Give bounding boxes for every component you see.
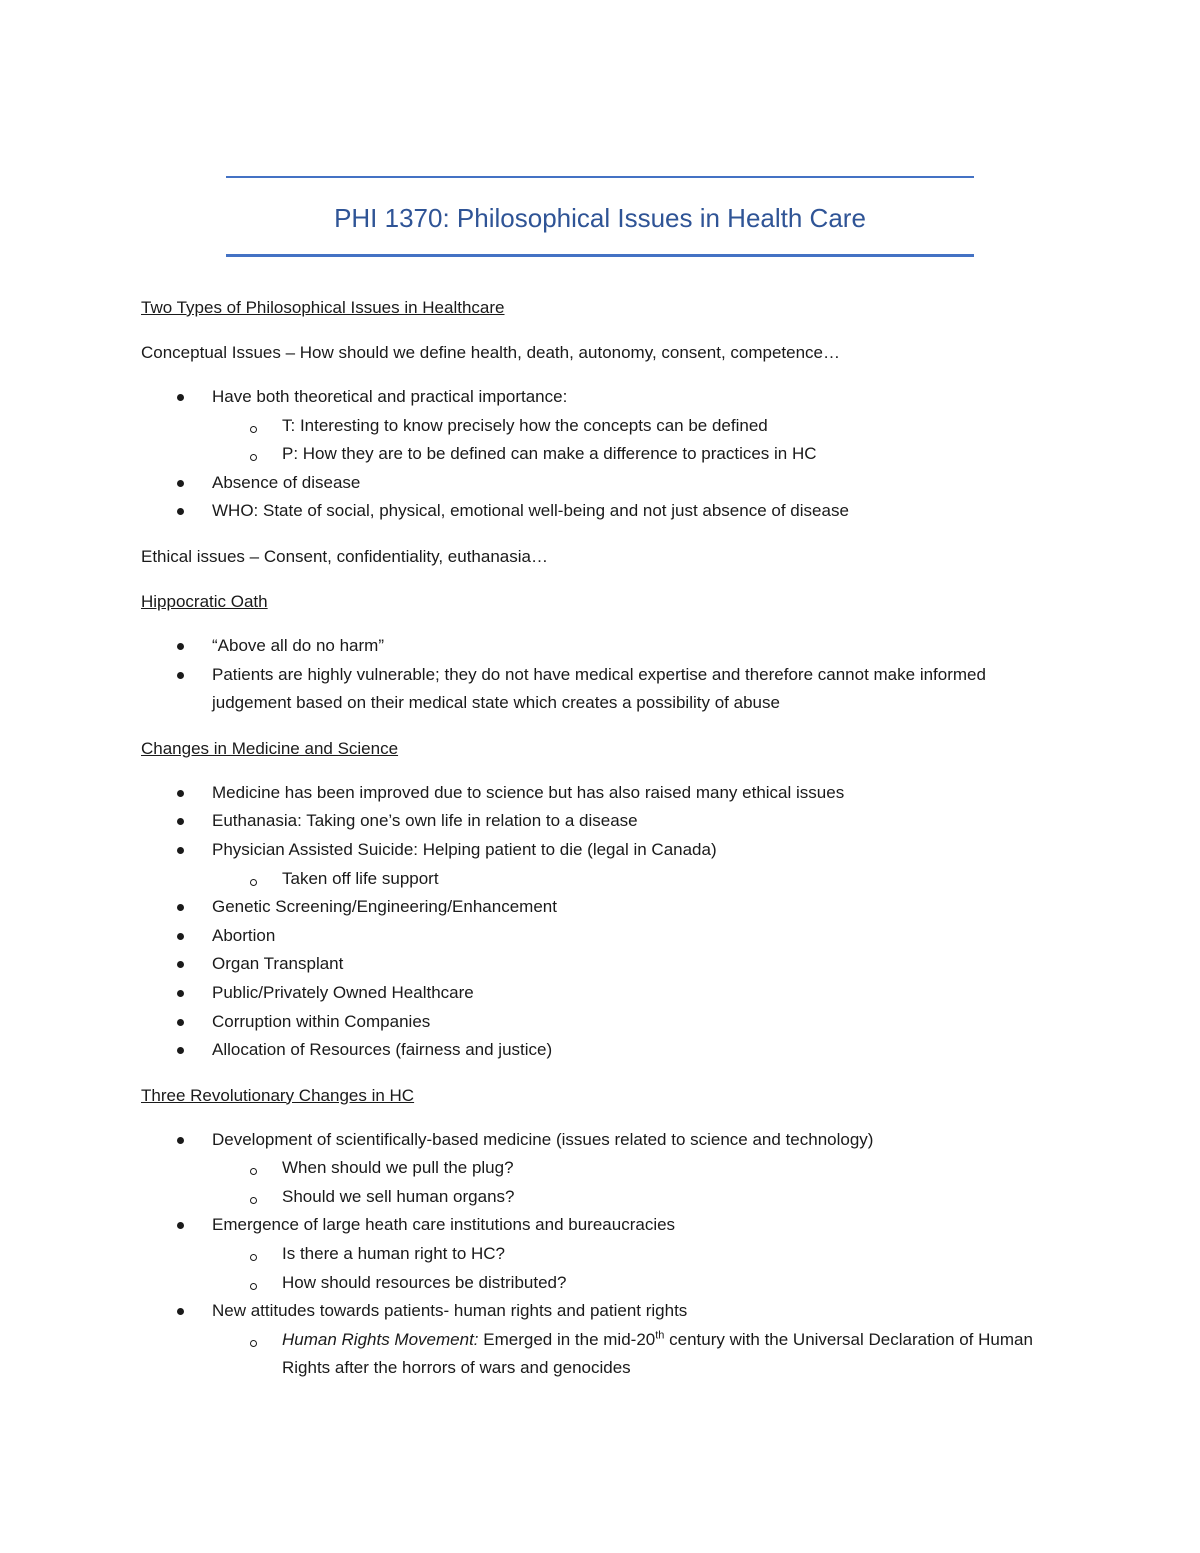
bullet-icon — [177, 818, 184, 825]
list-item: Euthanasia: Taking one’s own life in relation to a disease — [141, 807, 1041, 836]
title-bottom-rule — [226, 254, 974, 257]
bullet-icon — [177, 672, 184, 679]
circle-bullet-icon — [250, 879, 257, 886]
sub-bullet-list — [212, 412, 1041, 469]
bullet-icon — [177, 847, 184, 854]
list-item: New attitudes towards patients- human rights and patient rights Human Rights Movement: Emerged in the mid-20th century with the Universal Declaration of Human Rights after the horrors of wars and genocides — [141, 1297, 1041, 1383]
list-item: Abortion — [141, 922, 1041, 951]
section-heading-types: Two Types of Philosophical Issues in Healthcare — [141, 298, 505, 317]
page-title: PHI 1370: Philosophical Issues in Health Care — [334, 203, 866, 233]
list-item: Genetic Screening/Engineering/Enhancement — [141, 893, 1041, 922]
bullet-icon — [177, 933, 184, 940]
bullet-icon — [177, 1047, 184, 1054]
circle-bullet-icon — [250, 1283, 257, 1290]
list-item — [141, 1326, 1041, 1383]
circle-bullet-icon — [250, 1340, 257, 1347]
human-rights-movement-label: Human Rights Movement: — [282, 1329, 479, 1349]
bullet-icon — [177, 961, 184, 968]
list-item: Should we sell human organs? — [141, 1183, 1041, 1212]
bullet-icon — [177, 990, 184, 997]
list-item: Emergence of large heath care institutions and bureaucracies Is there a human right to HC? How should resources be distributed? — [141, 1211, 1041, 1297]
bullet-icon — [177, 643, 184, 650]
title-top-rule — [226, 176, 974, 178]
human-rights-movement-text: Human Rights Movement: Emerged in the mid-20th century with the Universal Declaration of Human Rights after the horrors of wars and genocides — [282, 1329, 1033, 1378]
sub-bullet-list — [212, 865, 1041, 894]
revolutionary-bullet-list — [141, 1126, 1041, 1383]
list-item: Absence of disease — [141, 469, 1041, 498]
bullet-icon — [177, 1019, 184, 1026]
bullet-icon — [177, 508, 184, 515]
sub-bullet-list — [212, 1326, 1041, 1383]
bullet-icon — [177, 1308, 184, 1315]
sub-bullet-list — [212, 1154, 1041, 1211]
bullet-icon — [177, 394, 184, 401]
section-heading-changes: Changes in Medicine and Science — [141, 738, 399, 758]
list-item: Corruption within Companies — [141, 1008, 1041, 1037]
bullet-icon — [177, 904, 184, 911]
list-item: Organ Transplant — [141, 950, 1041, 979]
changes-bullet-list — [141, 779, 1041, 1065]
list-item: Patients are highly vulnerable; they do not have medical expertise and therefore cannot make informed judgement based on their medical state which creates a possibility of abuse — [141, 661, 1041, 718]
circle-bullet-icon — [250, 426, 257, 433]
sub-bullet-list — [212, 1240, 1041, 1297]
list-item: When should we pull the plug? — [141, 1154, 1041, 1183]
list-item: Physician Assisted Suicide: Helping patient to die (legal in Canada) Taken off life support — [141, 836, 1041, 893]
document-body — [141, 294, 1041, 1383]
list-item: Have both theoretical and practical importance: T: Interesting to know precisely how the concepts can be defined P: How they are to be defined can make a difference to practices in HC — [141, 383, 1041, 469]
list-item: Allocation of Resources (fairness and justice) — [141, 1036, 1041, 1065]
ethical-issues-line: Ethical issues – Consent, confidentiality, euthanasia… — [141, 546, 548, 566]
conceptual-issues-line: Conceptual Issues – How should we define health, death, autonomy, consent, competence… — [141, 343, 841, 362]
section-heading-hippocratic: Hippocratic Oath — [141, 591, 268, 611]
list-item: How should resources be distributed? — [141, 1269, 1041, 1298]
list-item: T: Interesting to know precisely how the concepts can be defined — [141, 412, 1041, 441]
bullet-icon — [177, 790, 184, 797]
list-item: P: How they are to be defined can make a difference to practices in HC — [141, 440, 1041, 469]
hippocratic-bullet-list — [141, 632, 1041, 718]
circle-bullet-icon — [250, 1197, 257, 1204]
list-item: Medicine has been improved due to science but has also raised many ethical issues — [141, 779, 1041, 808]
conceptual-bullet-list — [141, 383, 1041, 526]
list-item: Development of scientifically-based medicine (issues related to science and technology) When should we pull the plug? Should we sell human organs? — [141, 1126, 1041, 1212]
section-heading-revolutionary: Three Revolutionary Changes in HC — [141, 1085, 415, 1105]
bullet-icon — [177, 480, 184, 487]
list-item: Is there a human right to HC? — [141, 1240, 1041, 1269]
list-item: Public/Privately Owned Healthcare — [141, 979, 1041, 1008]
list-item: WHO: State of social, physical, emotional well-being and not just absence of disease — [141, 497, 1041, 526]
bullet-icon — [177, 1137, 184, 1144]
bullet-icon — [177, 1222, 184, 1229]
list-item: “Above all do no harm” — [141, 632, 1041, 661]
circle-bullet-icon — [250, 1254, 257, 1261]
list-item: Taken off life support — [141, 865, 1041, 894]
